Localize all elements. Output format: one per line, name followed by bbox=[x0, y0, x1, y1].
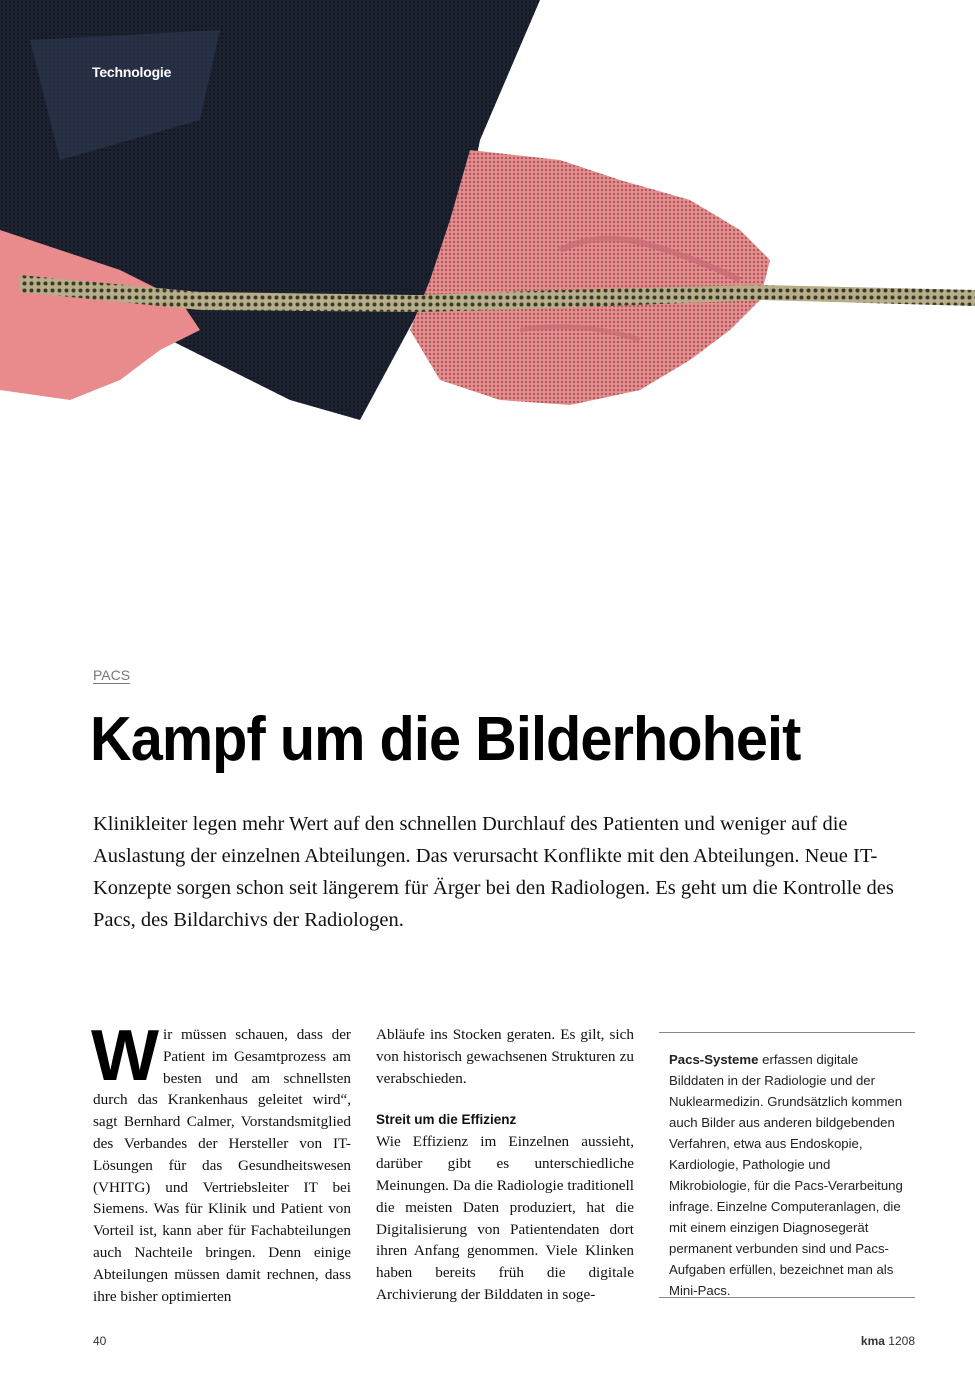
article-kicker[interactable]: PACS bbox=[93, 667, 131, 683]
page-number: 40 bbox=[93, 1334, 107, 1348]
article-column-2 bbox=[376, 1024, 634, 1306]
section-label: Technologie bbox=[92, 64, 172, 80]
issue-label bbox=[861, 1334, 915, 1348]
issue-number: 1208 bbox=[888, 1334, 915, 1348]
article-subhead: Streit um die Effizienz bbox=[376, 1112, 517, 1128]
column-1-text: ir müssen schauen, dass der Patient im Gesamtprozess am besten und am schnellsten durch das Krankenhaus geleitet wird“, sagt Bernhard Calmer, Vorstandsmitglied des Verbandes der Hersteller von IT-Lösungen für das Gesundheitswesen (VHITG) und Vertriebsleiter IT bei Siemens. Was für Klinik und Patient von Vorteil ist, kann aber für Fachabteilungen auch Nachteile bringen. Denn einige Abteilungen müssen damit rechnen, dass ihre bisher optimierten bbox=[93, 1026, 351, 1305]
hero-illustration bbox=[0, 0, 975, 470]
info-box-lead-in: Pacs-Systeme bbox=[669, 1052, 759, 1067]
article-lead: Klinikleiter legen mehr Wert auf den schnellen Durchlauf des Patienten und weniger auf die Auslastung der einzelnen Abteilungen. Das verursacht Konflikte mit den Abteilungen. Neue IT-Konzepte sorgen schon seit längerem für Ärger bei den Radiologen. Es geht um die Kontrolle des Pacs, des Bildarchivs der Radiologen. bbox=[93, 813, 894, 931]
article-column-1 bbox=[91, 1016, 351, 1307]
info-box bbox=[659, 1032, 915, 1298]
column-2-intro: Abläufe ins Stocken geraten. Es gilt, sich von historisch gewachsenen Strukturen zu verabschieden. bbox=[376, 1026, 634, 1087]
magazine-brand: kma bbox=[860, 1334, 885, 1348]
column-2-body: Wie Effizienz im Einzelnen aussieht, darüber gibt es unterschiedliche Meinungen. Da die Radiologie traditionell die meisten Daten produziert, hat die Digitalisierung von Patientendaten dort ihren Anfang genommen. Viele Klinken haben bereits früh die digitale Archivierung der Bilddaten in soge- bbox=[376, 1133, 634, 1303]
article-headline: Kampf um die Bilderhoheit bbox=[90, 705, 801, 774]
info-box-text: erfassen digitale Bilddaten in der Radiologie und der Nuklearmedizin. Grundsätzlich kommen auch Bilder aus anderen bildgebenden Verfahren, etwa aus Endoskopie, Kardiologie, Pathologie und Mikrobiologie, für die Pacs-Verarbeitung infrage. Einzelne Computeranlagen, die mit einem einzigen Diagnosegerät permanent verbunden sind und Pacs-Aufgaben erfüllen, bezeichnet man als Mini-Pacs. bbox=[669, 1052, 903, 1298]
drop-cap: W bbox=[91, 1016, 159, 1096]
